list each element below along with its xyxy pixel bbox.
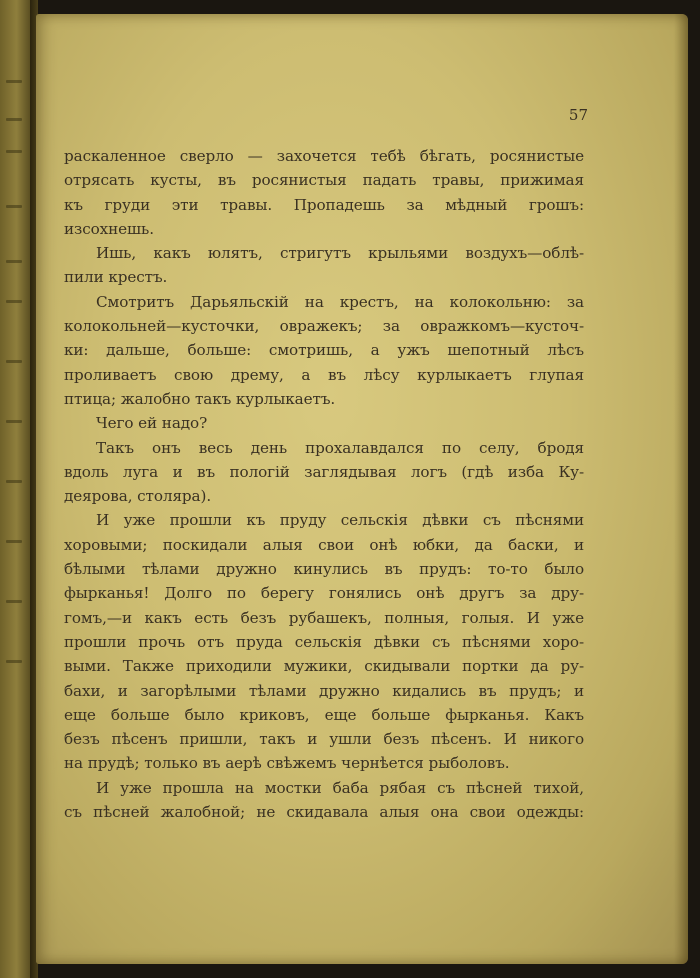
text-line: ки: дальше, больше: смотришь, а ужъ шепотный лѣсъ bbox=[64, 341, 584, 360]
facing-page-ink bbox=[6, 480, 22, 483]
text-line: деярова, столяра). bbox=[64, 487, 212, 506]
text-line: фырканья! Долго по берегу гонялись онѣ другъ за дру- bbox=[64, 584, 584, 603]
text-line: пили крестъ. bbox=[64, 268, 168, 287]
facing-page-ink bbox=[6, 118, 22, 121]
facing-page-ink bbox=[6, 660, 22, 663]
text-line: изсохнешь. bbox=[64, 219, 154, 238]
facing-page-ink bbox=[6, 205, 22, 208]
text-line: Такъ онъ весь день прохалавдался по селу, бродя bbox=[96, 438, 584, 457]
book-page bbox=[36, 14, 688, 964]
text-line: на прудѣ; только въ аерѣ свѣжемъ чернѣется рыболовъ. bbox=[64, 754, 510, 773]
page-edge-shadow bbox=[674, 14, 688, 964]
text-line: Чего ей надо? bbox=[96, 414, 208, 433]
facing-page-ink bbox=[6, 150, 22, 153]
text-line: гомъ,—и какъ есть безъ рубашекъ, полныя, голыя. И уже bbox=[64, 608, 584, 627]
text-line: птица; жалобно такъ курлыкаетъ. bbox=[64, 389, 336, 408]
text-line: безъ пѣсенъ пришли, такъ и ушли безъ пѣсенъ. И никого bbox=[64, 730, 584, 749]
facing-page-ink bbox=[6, 360, 22, 363]
text-line: вдоль луга и въ пологій заглядывая логъ (гдѣ изба Ку- bbox=[64, 462, 584, 481]
text-line: И уже прошла на мостки баба рябая съ пѣсней тихой, bbox=[96, 778, 584, 797]
body-text bbox=[64, 144, 584, 824]
facing-page-ink bbox=[6, 260, 22, 263]
text-line: Ишь, какъ юлятъ, стригутъ крыльями воздухъ—облѣ- bbox=[96, 244, 584, 263]
text-line: раскаленное сверло — захочется тебѣ бѣгать, росянистые bbox=[64, 147, 584, 165]
text-line: съ пѣсней жалобной; не скидавала алыя она свои одежды: bbox=[64, 803, 584, 822]
facing-page-ink bbox=[6, 420, 22, 423]
facing-page-ink bbox=[6, 300, 22, 303]
text-line: Смотритъ Дарьяльскій на крестъ, на колокольню: за bbox=[96, 292, 584, 311]
facing-page-ink bbox=[6, 600, 22, 603]
text-line: отрясать кусты, въ росянистыя падать травы, прижимая bbox=[64, 171, 584, 190]
text-line: прошли прочь отъ пруда сельскія дѣвки съ пѣснями хоро- bbox=[64, 632, 584, 651]
facing-page-edge bbox=[0, 0, 30, 978]
text-line: бѣлыми тѣлами дружно кинулись въ прудъ: то-то было bbox=[64, 560, 584, 579]
text-line: еще больше было криковъ, еще больше фырканья. Какъ bbox=[64, 705, 584, 724]
text-line: хоровыми; поскидали алыя свои онѣ юбки, да баски, и bbox=[64, 535, 584, 554]
text-line: выми. Также приходили мужики, скидывали портки да ру- bbox=[64, 657, 584, 676]
page-number: 57 bbox=[568, 106, 588, 124]
facing-page-ink bbox=[6, 80, 22, 83]
text-line: И уже прошли къ пруду сельскія дѣвки съ пѣснями bbox=[96, 511, 584, 530]
text-line: колокольней—кусточки, овражекъ; за овражкомъ—кусточ- bbox=[64, 317, 584, 336]
text-line: къ груди эти травы. Пропадешь за мѣдный грошъ: bbox=[64, 195, 584, 214]
text-line: бахи, и загорѣлыми тѣлами дружно кидались въ прудъ; и bbox=[64, 681, 584, 700]
text-line: проливаетъ свою дрему, а въ лѣсу курлыкаетъ глупая bbox=[64, 365, 584, 384]
facing-page-ink bbox=[6, 540, 22, 543]
